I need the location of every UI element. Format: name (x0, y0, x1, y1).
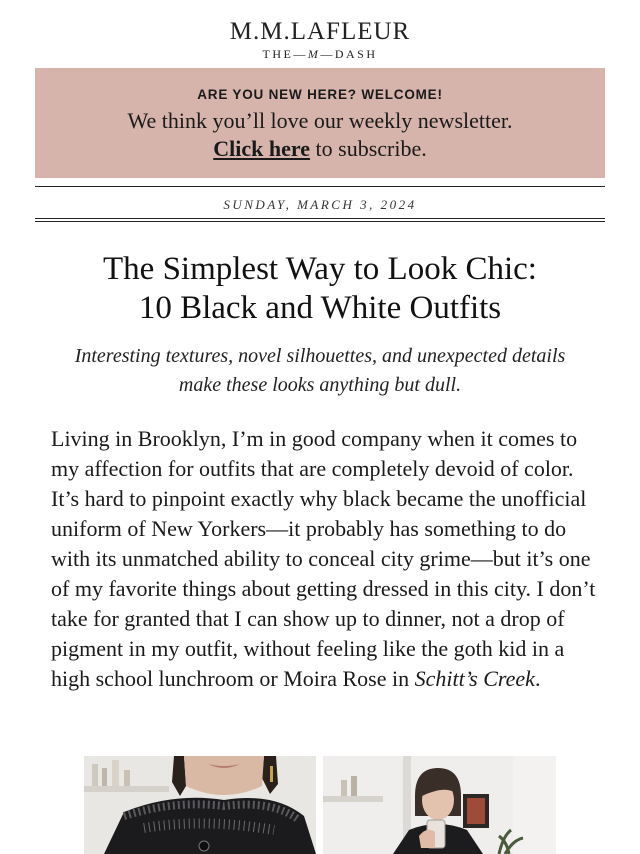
body-text: Living in Brooklyn, I’m in good company when it comes to my affection for outfits that are completely devoid of color. It’s hard to pinpoint exactly why black became the unofficial uniform of New Yorkers—it probably has something to do with its unmatched ability to conceal city grime—but it’s one of my favorite things about getting dressed in this city. I don’t take for granted that I can show up to dinner, not a drop of pigment in my outfit, without feeling like the goth kid in a high school lunchroom or Moira Rose in (51, 426, 596, 691)
brand-logo[interactable]: M.M.LAFLEUR (229, 18, 411, 45)
headline-line-2: 10 Black and White Outfits (138, 290, 502, 326)
outfit-photo-1-art (84, 756, 316, 854)
body-show-title: Schitt’s Creek (414, 666, 535, 691)
subscribe-link[interactable]: Click here (213, 136, 311, 161)
divider-top (35, 186, 605, 187)
headline-line-1: The Simplest Way to Look Chic: (103, 251, 537, 287)
masthead[interactable] (0, 18, 640, 62)
subtitle-mid: M (307, 47, 321, 61)
outfit-photos (84, 756, 556, 854)
banner-cta (35, 135, 605, 163)
subtitle-right: —DASH (320, 47, 378, 61)
article-dek: Interesting textures, novel silhouettes, and unexpected details make these looks anything but dull. (74, 345, 566, 396)
divider-double (35, 218, 605, 222)
subtitle-left: THE— (262, 47, 308, 61)
banner-cta-rest: to subscribe. (310, 136, 427, 161)
outfit-photo-2[interactable] (323, 756, 556, 854)
article-date: SUNDAY, MARCH 3, 2024 (223, 197, 417, 212)
article-headline (35, 250, 605, 328)
outfit-photo-2-art (323, 756, 556, 854)
outfit-photo-1[interactable] (84, 756, 316, 854)
newsletter-banner (35, 68, 605, 178)
banner-message: We think you’ll love our weekly newsletter. (127, 108, 513, 133)
article-body (51, 424, 596, 694)
brand-subtitle (0, 46, 640, 62)
banner-kicker: ARE YOU NEW HERE? WELCOME! (197, 87, 443, 102)
body-end: . (534, 666, 541, 691)
